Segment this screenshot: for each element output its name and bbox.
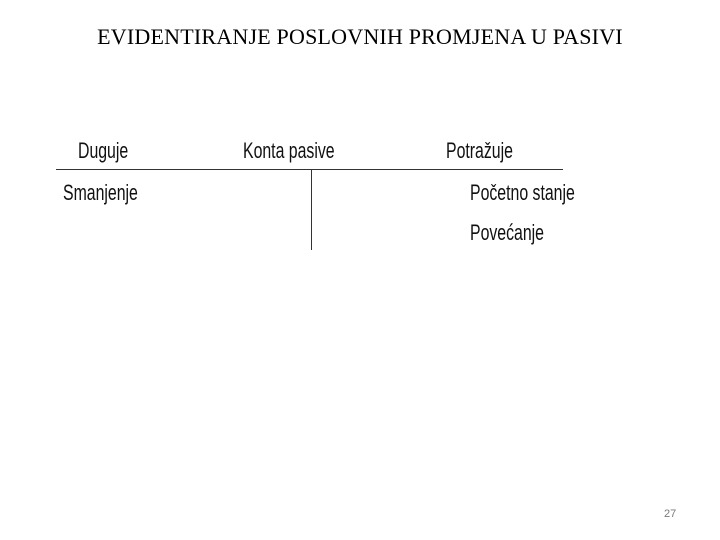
account-title: Konta pasive — [243, 138, 335, 163]
page-number: 27 — [664, 508, 677, 520]
t-account-horizontal-line — [56, 169, 563, 170]
credit-entry: Početno stanje — [470, 180, 575, 205]
credit-entry: Povećanje — [470, 220, 544, 245]
credit-header: Potražuje — [446, 138, 513, 163]
slide-title: EVIDENTIRANJE POSLOVNIH PROMJENA U PASIVI — [97, 24, 623, 49]
debit-header: Duguje — [78, 138, 129, 163]
t-account — [56, 134, 575, 260]
t-account-vertical-line — [311, 170, 312, 250]
debit-entry: Smanjenje — [63, 180, 138, 205]
